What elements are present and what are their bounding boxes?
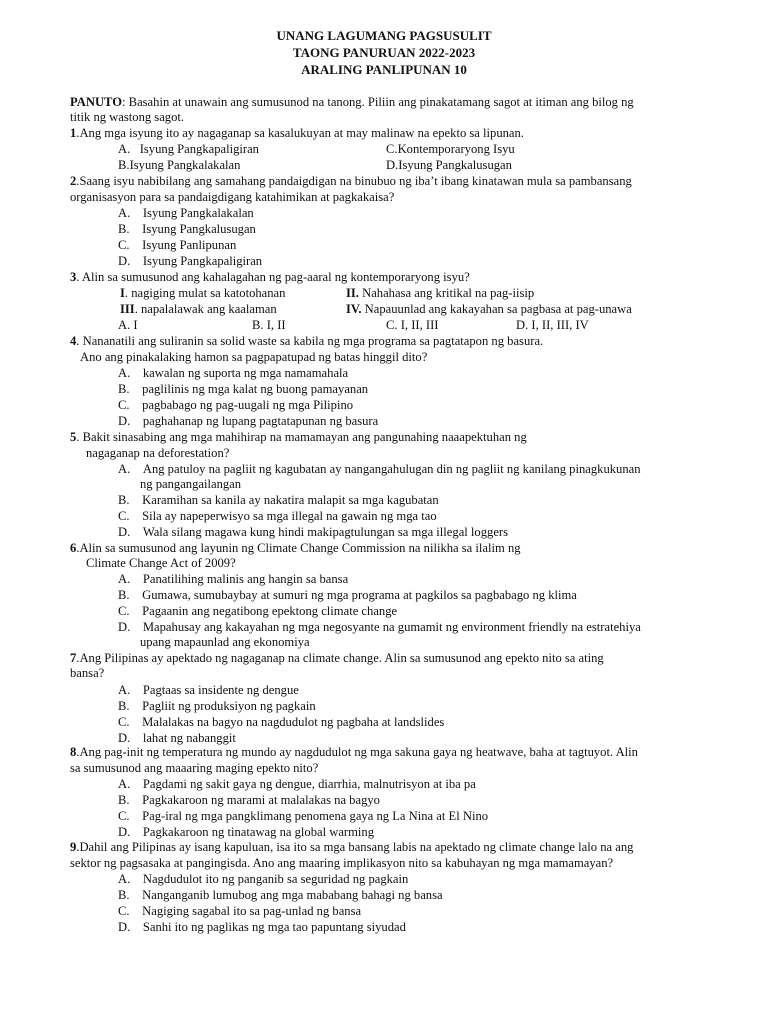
- question-2: 2.Saang isyu nabibilang ang samahang pandaigdigan na binubuo ng iba’t ibang kinatawan mula sa pambansang: [70, 174, 632, 188]
- q3-statement-1: I. nagiging mulat sa katotohanan: [120, 286, 286, 300]
- instructions-line-2: titik ng wastong sagot.: [70, 110, 185, 124]
- exam-title: UNANG LAGUMANG PAGSUSULIT: [276, 28, 492, 43]
- q3-statement-2: II. Nahahasa ang kritikal na pag-iisip: [346, 286, 535, 300]
- question-6: 6.Alin sa sumusunod ang layunin ng Climate Change Commission na nilikha sa ilalim ng: [70, 541, 521, 555]
- q6-option-b[interactable]: B. Gumawa, sumubaybay at sumuri ng mga programa at pagkilos sa pagbabago ng klima: [118, 588, 577, 602]
- q8-option-b[interactable]: B. Pagkakaroon ng marami at malalakas na bagyo: [118, 793, 380, 807]
- question-7: 7.Ang Pilipinas ay apektado ng nagaganap na climate change. Alin sa sumusunod ang epekto nito sa ating: [70, 651, 604, 665]
- instructions-line-1: [70, 95, 634, 110]
- q9-option-c[interactable]: C. Nagiging sagabal ito sa pag-unlad ng bansa: [118, 904, 362, 918]
- question-7-cont: bansa?: [70, 666, 105, 680]
- q4-option-d[interactable]: D. paghahanap ng lupang pagtatapunan ng basura: [118, 414, 379, 428]
- q7-option-b[interactable]: B. Pagliit ng produksiyon ng pagkain: [118, 699, 316, 713]
- q9-option-d[interactable]: D. Sanhi ito ng paglikas ng mga tao papuntang siyudad: [118, 920, 406, 934]
- q2-option-a[interactable]: A. Isyung Pangkalakalan: [118, 206, 254, 220]
- q8-option-a[interactable]: A. Pagdami ng sakit gaya ng dengue, diarrhia, malnutrisyon at iba pa: [118, 777, 476, 791]
- question-4: 4. Nananatili ang suliranin sa solid waste sa kabila ng mga programa sa pagtatapon ng basura.: [70, 334, 544, 348]
- q5-option-c[interactable]: C. Sila ay napeperwisyo sa mga illegal na gawain ng mga tao: [118, 509, 437, 523]
- q5-option-b[interactable]: B. Karamihan sa kanila ay nakatira malapit sa mga kagubatan: [118, 493, 439, 507]
- subject-title: ARALING PANLIPUNAN 10: [301, 62, 467, 77]
- q7-option-a[interactable]: A. Pagtaas sa insidente ng dengue: [118, 683, 299, 697]
- q3-option-a[interactable]: A. I: [118, 318, 138, 332]
- q3-option-b[interactable]: B. I, II: [252, 318, 286, 332]
- question-6-cont: Climate Change Act of 2009?: [86, 556, 236, 570]
- q5-option-a-cont: ng pangangailangan: [140, 477, 242, 491]
- question-9: 9.Dahil ang Pilipinas ay isang kapuluan, isa ito sa mga bansang labis na apektado ng climate change lalo na ang: [70, 840, 634, 854]
- q9-option-a[interactable]: A. Nagdudulot ito ng panganib sa seguridad ng pagkain: [118, 872, 409, 886]
- question-8: 8.Ang pag-init ng temperatura ng mundo ay nagdudulot ng mga sakuna gaya ng heatwave, baha at tagtuyot. Alin: [70, 745, 638, 759]
- question-2-cont: organisasyon para sa pandaigdigang katahimikan at pagkakaisa?: [70, 190, 395, 204]
- q6-option-d-cont: upang mapaunlad ang ekonomiya: [140, 635, 310, 649]
- question-3: 3. Alin sa sumusunod ang kahalagahan ng pag-aaral ng kontemporaryong isyu?: [70, 270, 470, 284]
- q1-option-a[interactable]: A. Isyung Pangkapaligiran: [118, 142, 259, 156]
- q7-option-c[interactable]: C. Malalakas na bagyo na nagdudulot ng pagbaha at landslides: [118, 715, 445, 729]
- q2-option-c[interactable]: C. Isyung Panlipunan: [118, 238, 237, 252]
- question-5: 5. Bakit sinasabing ang mga mahihirap na mamamayan ang pangunahing naaapektuhan ng: [70, 430, 527, 444]
- q2-option-d[interactable]: D. Isyung Pangkapaligiran: [118, 254, 263, 268]
- q4-option-a[interactable]: A. kawalan ng suporta ng mga namamahala: [118, 366, 349, 380]
- question-9-cont: sektor ng pagsasaka at pangingisda. Ano ang maaring implikasyon nito sa kabuhayan ng mga mamamayan?: [70, 856, 614, 870]
- q8-option-d[interactable]: D. Pagkakaroon ng tinatawag na global warming: [118, 825, 375, 839]
- question-4-cont: Ano ang pinakalaking hamon sa pagpapatupad ng batas hinggil dito?: [80, 350, 428, 364]
- q4-option-c[interactable]: C. pagbabago ng pag-uugali ng mga Pilipino: [118, 398, 354, 412]
- q1-option-c[interactable]: C.Kontemporaryong Isyu: [386, 142, 515, 156]
- q4-option-b[interactable]: B. paglilinis ng mga kalat ng buong pamayanan: [118, 382, 369, 396]
- q2-option-b[interactable]: B. Isyung Pangkalusugan: [118, 222, 256, 236]
- question-1: 1.Ang mga isyung ito ay nagaganap sa kasalukuyan at may malinaw na epekto sa lipunan.: [70, 126, 524, 140]
- q5-option-d[interactable]: D. Wala silang magawa kung hindi makipagtulungan sa mga illegal loggers: [118, 525, 509, 539]
- q7-option-d[interactable]: D. lahat ng nabanggit: [118, 731, 236, 745]
- q9-option-b[interactable]: B. Nanganganib lumubog ang mga mababang bahagi ng bansa: [118, 888, 443, 902]
- q5-option-a[interactable]: A. Ang patuloy na pagliit ng kagubatan ay nangangahulugan din ng pagliit ng kanilang pinagkukunan: [118, 462, 641, 476]
- q1-option-d[interactable]: D.Isyung Pangkalusugan: [386, 158, 512, 172]
- q6-option-c[interactable]: C. Pagaanin ang negatibong epektong climate change: [118, 604, 398, 618]
- school-year: TAONG PANURUAN 2022-2023: [292, 45, 476, 60]
- instructions-label: PANUTO: [70, 95, 123, 109]
- q8-option-c[interactable]: C. Pag-iral ng mga pangklimang penomena gaya ng La Nina at El Nino: [118, 809, 489, 823]
- q3-statement-3: III. napalalawak ang kaalaman: [120, 302, 277, 316]
- question-8-cont: sa sumusunod ang maaaring maging epekto nito?: [70, 761, 319, 775]
- instructions-text: : Basahin at unawain ang sumusunod na tanong. Piliin ang pinakatamang sagot at itiman ang bilog ng: [122, 95, 634, 109]
- q6-option-a[interactable]: A. Panatilihing malinis ang hangin sa bansa: [118, 572, 349, 586]
- q3-option-d[interactable]: D. I, II, III, IV: [516, 318, 589, 332]
- q6-option-d[interactable]: D. Mapahusay ang kakayahan ng mga negosyante na gumamit ng environment friendly na estratehiya: [118, 620, 641, 634]
- q1-option-b[interactable]: B.Isyung Pangkalakalan: [118, 158, 241, 172]
- q3-option-c[interactable]: C. I, II, III: [386, 318, 439, 332]
- q3-statement-4: IV. Napauunlad ang kakayahan sa pagbasa at pag-unawa: [346, 302, 632, 316]
- question-5-cont: nagaganap na deforestation?: [86, 446, 230, 460]
